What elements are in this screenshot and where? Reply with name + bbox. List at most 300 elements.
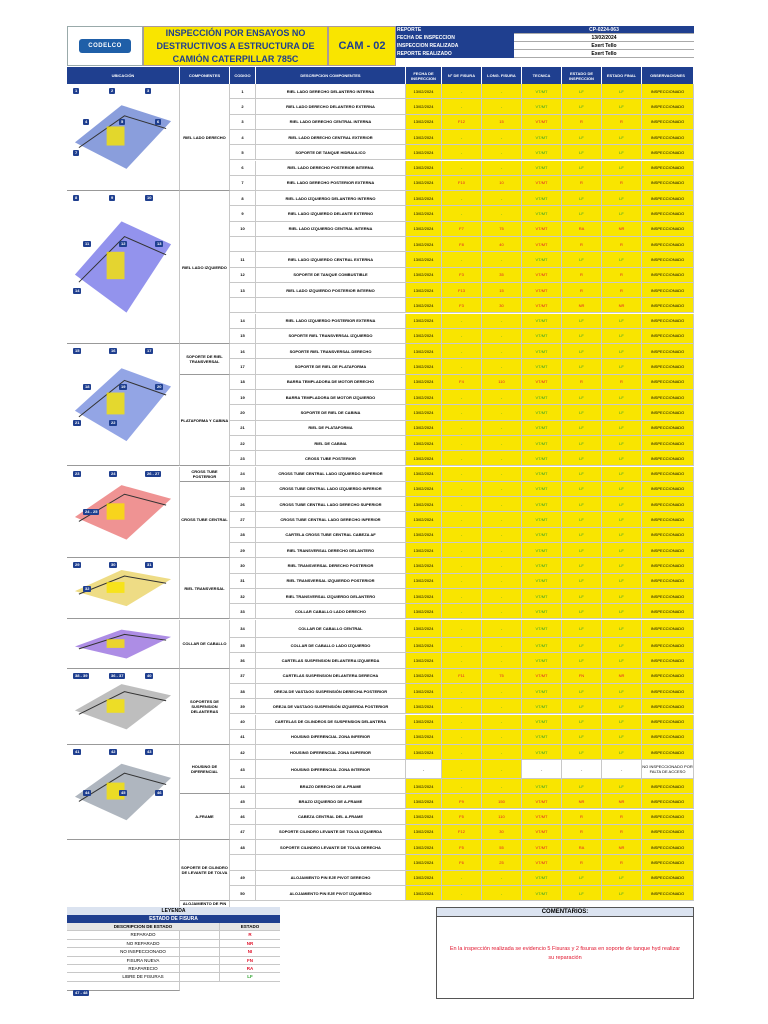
observation-cell: INSPECCIONADO <box>642 482 694 497</box>
description-cell: SOPORTE RIEL TRANSVERSAL IZQUIERDO <box>256 329 406 344</box>
observation-cell: INSPECCIONADO <box>642 130 694 145</box>
crack-number-cell: - <box>442 638 482 653</box>
observation-cell: INSPECCIONADO <box>642 745 694 760</box>
date-cell: 13/02/2024 <box>406 237 442 252</box>
final-state-cell: LF <box>602 699 642 714</box>
report-meta <box>396 26 694 66</box>
description-cell: SOPORTE DE TANQUE COMBUSTIBLE <box>256 268 406 283</box>
observation-cell: INSPECCIONADO <box>642 268 694 283</box>
inspection-state-cell: LF <box>562 497 602 512</box>
description-cell: CARTELA CROSS TUBE CENTRAL CABEZA AF <box>256 528 406 543</box>
location-diagram <box>67 669 180 746</box>
location-tag: 11 <box>85 241 90 247</box>
legend-description: REPARADO <box>67 931 220 938</box>
crack-length-cell: 40 <box>482 237 522 252</box>
observation-cell: NO INSPECCIONADO POR FALTA DE ACCESO <box>642 760 694 779</box>
final-state-cell: LF <box>602 779 642 794</box>
component-group: RIEL LADO IZQUIERDO <box>180 191 230 344</box>
component-group: HOUSING DE DIFERENCIAL <box>180 745 230 794</box>
inspection-state-cell: R <box>562 810 602 825</box>
component-group: RIEL LADO DERECHO <box>180 84 230 191</box>
date-cell: 13/02/2024 <box>406 84 442 99</box>
inspection-state-cell: LF <box>562 730 602 745</box>
description-cell: COLLAR CABALLO LADO DERECHO <box>256 604 406 619</box>
crack-length-cell: - <box>482 543 522 558</box>
crack-number-cell: F3 <box>442 268 482 283</box>
legend-state: FN <box>247 957 253 963</box>
date-cell: 13/02/2024 <box>406 298 442 313</box>
location-tag: 26 - 27 <box>147 470 160 476</box>
description-cell: RIEL LADO IZQUIERDO POSTERIOR INTERNO <box>256 283 406 298</box>
location-tag: 19 <box>121 384 126 390</box>
date-cell: 13/02/2024 <box>406 252 442 267</box>
code-cell: 46 <box>230 810 256 825</box>
technique-cell: VT/MT <box>522 810 562 825</box>
code-cell: 5 <box>230 145 256 160</box>
technique-cell: VT/MT <box>522 620 562 639</box>
final-state-cell: LF <box>602 329 642 344</box>
code-cell: 34 <box>230 620 256 639</box>
crack-number-cell: - <box>442 779 482 794</box>
crack-number-cell: - <box>442 467 482 482</box>
crack-length-cell: 35 <box>482 268 522 283</box>
crack-number-cell: - <box>442 359 482 374</box>
final-state-cell: LF <box>602 314 642 329</box>
col-fecha-header: FECHA DE INSPECCION <box>406 67 442 84</box>
date-cell: 13/02/2024 <box>406 206 442 221</box>
inspection-state-cell: LF <box>562 604 602 619</box>
technique-cell: - <box>522 760 562 779</box>
date-cell: 13/02/2024 <box>406 794 442 809</box>
crack-number-cell: - <box>442 436 482 451</box>
inspection-state-cell: LF <box>562 699 602 714</box>
technique-cell: VT/MT <box>522 558 562 573</box>
crack-length-cell: - <box>482 436 522 451</box>
location-tag: 8 <box>75 195 78 201</box>
crack-number-cell: - <box>442 191 482 206</box>
description-cell: RIEL LADO DERECHO DELANTERO EXTERNA <box>256 99 406 114</box>
final-state-cell: LF <box>602 620 642 639</box>
code-cell: 37 <box>230 669 256 684</box>
location-tag: 3 <box>147 88 150 93</box>
component-group: ALOJAMIENTO DE PIN <box>180 901 230 912</box>
legend-head-row: DESCRIPCION DE ESTADO ESTADO <box>67 923 280 931</box>
location-tag: 42 <box>111 749 116 755</box>
crack-number-cell: - <box>442 528 482 543</box>
date-cell: 13/02/2024 <box>406 359 442 374</box>
col-estado-final-header: ESTADO FINAL <box>602 67 642 84</box>
legend-row <box>67 931 280 939</box>
observation-cell: INSPECCIONADO <box>642 359 694 374</box>
date-cell: 13/02/2024 <box>406 543 442 558</box>
observation-cell: INSPECCIONADO <box>642 84 694 99</box>
technique-cell: VT/MT <box>522 314 562 329</box>
component-group: A-FRAME <box>180 794 230 840</box>
final-state-cell: R <box>602 237 642 252</box>
description-cell: ALOJAMIENTO PIN EJE PIVOT IZQUIERDO <box>256 886 406 901</box>
legend-row <box>67 948 280 956</box>
description-cell: CROSS TUBE CENTRAL LADO DERECHO SUPERIOR <box>256 497 406 512</box>
technique-cell: VT/MT <box>522 745 562 760</box>
crack-length-cell: - <box>482 699 522 714</box>
legend-state: LF <box>247 974 253 980</box>
crack-length-cell: - <box>482 730 522 745</box>
description-cell: RIEL TRANSVERSAL IZQUIERDO POSTERIOR <box>256 574 406 589</box>
location-tag: 40 <box>147 672 152 678</box>
final-state-cell: LF <box>602 482 642 497</box>
crack-number-cell: - <box>442 84 482 99</box>
crack-number-cell: - <box>442 558 482 573</box>
col-estado-inspeccion-header: ESTADO DE INSPECCION <box>562 67 602 84</box>
legend-state: R <box>248 932 252 938</box>
crack-length-cell: - <box>482 745 522 760</box>
technique-cell: VT/MT <box>522 886 562 901</box>
technique-cell: VT/MT <box>522 871 562 886</box>
technique-cell: VT/MT <box>522 467 562 482</box>
code-cell: 28 <box>230 528 256 543</box>
inspection-state-cell: LF <box>562 543 602 558</box>
date-cell: 13/02/2024 <box>406 684 442 699</box>
description-cell: RIEL TRANSVERSAL IZQUIERDO DELANTERO <box>256 589 406 604</box>
observation-cell: INSPECCIONADO <box>642 574 694 589</box>
description-cell: CARTELAS DE CILINDROS DE SUSPENSION DELANTERA <box>256 715 406 730</box>
inspection-state-cell: FN <box>562 669 602 684</box>
observation-cell: INSPECCIONADO <box>642 810 694 825</box>
code-cell: 2 <box>230 99 256 114</box>
location-diagram <box>67 558 180 619</box>
location-tag: 7 <box>75 150 78 156</box>
location-tag: 41 <box>75 749 80 755</box>
observation-cell: INSPECCIONADO <box>642 558 694 573</box>
location-diagram <box>67 467 180 559</box>
comments-title: COMENTARIOS: <box>437 908 693 917</box>
date-cell: 13/02/2024 <box>406 620 442 639</box>
component-group: SOPORTES DE SUSPENSION DELANTERAS <box>180 669 230 746</box>
crack-number-cell: - <box>442 886 482 901</box>
observation-cell: INSPECCIONADO <box>642 684 694 699</box>
crack-number-cell: - <box>442 871 482 886</box>
code-cell: 21 <box>230 421 256 436</box>
code-cell: 17 <box>230 359 256 374</box>
inspection-state-cell: R <box>562 283 602 298</box>
code-cell: 8 <box>230 191 256 206</box>
observation-cell: INSPECCIONADO <box>642 176 694 191</box>
technique-cell: VT/MT <box>522 604 562 619</box>
inspection-state-cell: LF <box>562 467 602 482</box>
inspection-state-cell: LF <box>562 206 602 221</box>
crack-length-cell: - <box>482 653 522 668</box>
location-tag: 22 <box>111 420 116 426</box>
code-cell: 43 <box>230 760 256 779</box>
technique-cell: VT/MT <box>522 451 562 466</box>
location-diagram <box>67 745 180 840</box>
code-cell: 6 <box>230 161 256 176</box>
crack-number-cell: - <box>442 730 482 745</box>
inspection-state-cell: LF <box>562 161 602 176</box>
code-cell: 13 <box>230 283 256 298</box>
location-tag: 20 <box>157 384 162 390</box>
observation-cell: INSPECCIONADO <box>642 451 694 466</box>
observation-cell: INSPECCIONADO <box>642 298 694 313</box>
date-cell: 13/02/2024 <box>406 390 442 405</box>
inspection-state-cell: LF <box>562 390 602 405</box>
description-cell: ALOJAMIENTO PIN EJE PIVOT DERECHO <box>256 871 406 886</box>
comments-text: En la inspección realizada se evidencio 5 Fisuras y 2 fisuras en soporte de tanque hyd realizar su reparación <box>449 946 681 961</box>
location-tag: 24 - 25 <box>85 509 98 515</box>
final-state-cell: LF <box>602 99 642 114</box>
observation-cell: INSPECCIONADO <box>642 283 694 298</box>
component-group: CROSS TUBE CENTRAL <box>180 482 230 559</box>
observation-cell: INSPECCIONADO <box>642 669 694 684</box>
final-state-cell: NR <box>602 840 642 855</box>
location-tag: 14 <box>75 287 80 293</box>
technique-cell: VT/MT <box>522 543 562 558</box>
observation-cell: INSPECCIONADO <box>642 528 694 543</box>
description-cell: BARRA TEMPLADORA DE MOTOR DERECHO <box>256 375 406 390</box>
observation-cell: INSPECCIONADO <box>642 375 694 390</box>
date-cell: 13/02/2024 <box>406 653 442 668</box>
inspection-state-cell: LF <box>562 684 602 699</box>
crack-number-cell: - <box>442 145 482 160</box>
final-state-cell: LF <box>602 145 642 160</box>
technique-cell: VT/MT <box>522 84 562 99</box>
crack-length-cell: - <box>482 638 522 653</box>
final-state-cell: LF <box>602 638 642 653</box>
technique-cell: VT/MT <box>522 855 562 870</box>
meta-inspector: INSPECCION REALIZADA Exert Tello <box>396 42 694 50</box>
technique-cell: VT/MT <box>522 653 562 668</box>
observation-cell: INSPECCIONADO <box>642 512 694 527</box>
inspection-state-cell: LF <box>562 421 602 436</box>
crack-length-cell: - <box>482 421 522 436</box>
legend-state: NR <box>246 940 254 946</box>
location-tag: 36 - 37 <box>111 672 124 678</box>
inspection-state-cell: LF <box>562 886 602 901</box>
location-tag: 30 <box>111 562 116 568</box>
description-cell: HOUSING DIFERENCIAL ZONA INFERIOR <box>256 730 406 745</box>
crack-length-cell: - <box>482 252 522 267</box>
date-cell: 13/02/2024 <box>406 375 442 390</box>
code-cell: 47 <box>230 825 256 840</box>
date-cell: 13/02/2024 <box>406 745 442 760</box>
inspection-state-cell: LF <box>562 436 602 451</box>
observation-cell: INSPECCIONADO <box>642 206 694 221</box>
col-tecnica-header: TECNICA <box>522 67 562 84</box>
crack-length-cell: - <box>482 405 522 420</box>
location-tag: 38 - 39 <box>75 672 88 678</box>
final-state-cell: R <box>602 825 642 840</box>
date-cell: 13/02/2024 <box>406 669 442 684</box>
technique-cell: VT/MT <box>522 589 562 604</box>
technique-cell: VT/MT <box>522 421 562 436</box>
code-cell: 30 <box>230 558 256 573</box>
date-cell: 13/02/2024 <box>406 344 442 359</box>
code-cell: 33 <box>230 604 256 619</box>
crack-number-cell: - <box>442 604 482 619</box>
crack-length-cell: 110 <box>482 375 522 390</box>
equipment-code: CAM - 02 <box>328 26 396 66</box>
location-tag: 17 <box>147 348 152 354</box>
date-cell: 13/02/2024 <box>406 574 442 589</box>
technique-cell: VT/MT <box>522 161 562 176</box>
description-cell: CARTELAS SUSPENSION DELANTERA IZQUIERDA <box>256 653 406 668</box>
crack-length-cell: - <box>482 512 522 527</box>
crack-number-cell: - <box>442 760 482 779</box>
crack-length-cell: - <box>482 344 522 359</box>
inspection-state-cell: LF <box>562 451 602 466</box>
final-state-cell: LF <box>602 451 642 466</box>
crack-length-cell: - <box>482 482 522 497</box>
description-cell: CROSS TUBE CENTRAL LADO IZQUIERDO SUPERIOR <box>256 467 406 482</box>
final-state-cell: LF <box>602 359 642 374</box>
location-tag: 23 <box>75 470 80 476</box>
location-tag: 4 <box>85 119 88 125</box>
technique-cell: VT/MT <box>522 222 562 237</box>
code-cell: 39 <box>230 699 256 714</box>
final-state-cell: LF <box>602 421 642 436</box>
final-state-cell: LF <box>602 467 642 482</box>
date-cell: 13/02/2024 <box>406 176 442 191</box>
crack-number-cell: F3 <box>442 298 482 313</box>
inspection-state-cell: R <box>562 825 602 840</box>
location-diagram <box>67 344 180 466</box>
observation-cell: INSPECCIONADO <box>642 653 694 668</box>
observation-cell: INSPECCIONADO <box>642 421 694 436</box>
code-cell: 44 <box>230 779 256 794</box>
highlight-zone <box>107 699 125 713</box>
crack-number-cell: - <box>442 329 482 344</box>
crack-length-cell: - <box>482 451 522 466</box>
frame-illustration <box>67 669 179 745</box>
location-tag: 43 <box>147 749 152 755</box>
code-cell: 49 <box>230 871 256 886</box>
description-cell: SOPORTE RIEL TRANSVERSAL DERECHO <box>256 344 406 359</box>
crack-length-cell: - <box>482 871 522 886</box>
code-cell: 4 <box>230 130 256 145</box>
technique-cell: VT/MT <box>522 794 562 809</box>
code-cell: 40 <box>230 715 256 730</box>
date-cell: 13/02/2024 <box>406 222 442 237</box>
final-state-cell: LF <box>602 191 642 206</box>
crack-number-cell: F8 <box>442 237 482 252</box>
date-cell: 13/02/2024 <box>406 314 442 329</box>
crack-length-cell: - <box>482 779 522 794</box>
observation-cell: INSPECCIONADO <box>642 779 694 794</box>
crack-length-cell: 55 <box>482 840 522 855</box>
date-cell: 13/02/2024 <box>406 283 442 298</box>
location-tag: 46 <box>157 789 162 795</box>
description-cell: RIEL LADO DERECHO POSTERIOR INTERNA <box>256 161 406 176</box>
technique-cell: VT/MT <box>522 825 562 840</box>
date-cell: 13/02/2024 <box>406 528 442 543</box>
code-cell <box>230 855 256 870</box>
technique-cell: VT/MT <box>522 405 562 420</box>
crack-length-cell: 30 <box>482 825 522 840</box>
location-tag: 10 <box>147 195 152 201</box>
observation-cell: INSPECCIONADO <box>642 855 694 870</box>
inspection-state-cell: LF <box>562 482 602 497</box>
code-cell: 10 <box>230 222 256 237</box>
comments-box <box>436 907 694 999</box>
crack-length-cell: 10 <box>482 176 522 191</box>
crack-number-cell: F11 <box>442 669 482 684</box>
crack-length-cell: - <box>482 886 522 901</box>
code-cell: 42 <box>230 745 256 760</box>
code-cell: 12 <box>230 268 256 283</box>
description-cell: OREJA DE VASTAGO SUSPENSIÓN IZQUIERDA POSTERIOR <box>256 699 406 714</box>
crack-number-cell: F5 <box>442 840 482 855</box>
col-longfisura-header: LONG. FISURA <box>482 67 522 84</box>
description-cell: RIEL DE PLATAFORMA <box>256 421 406 436</box>
date-cell: 13/02/2024 <box>406 497 442 512</box>
description-cell: BARRA TEMPLADORA DE MOTOR IZQUIERDO <box>256 390 406 405</box>
code-cell: 48 <box>230 840 256 855</box>
inspection-state-cell: LF <box>562 512 602 527</box>
crack-length-cell: - <box>482 467 522 482</box>
crack-length-cell: - <box>482 390 522 405</box>
technique-cell: VT/MT <box>522 375 562 390</box>
crack-length-cell: - <box>482 206 522 221</box>
date-cell: 13/02/2024 <box>406 886 442 901</box>
observation-cell: INSPECCIONADO <box>642 589 694 604</box>
location-tag: 21 <box>75 420 80 426</box>
code-cell: 32 <box>230 589 256 604</box>
code-cell: 31 <box>230 574 256 589</box>
location-tag: 1 <box>75 88 78 93</box>
crack-number-cell: - <box>442 161 482 176</box>
final-state-cell: LF <box>602 558 642 573</box>
code-cell: 19 <box>230 390 256 405</box>
date-cell: 13/02/2024 <box>406 99 442 114</box>
date-cell: 13/02/2024 <box>406 558 442 573</box>
inspection-state-cell: LF <box>562 191 602 206</box>
crack-number-cell: F7 <box>442 222 482 237</box>
technique-cell: VT/MT <box>522 528 562 543</box>
technique-cell: VT/MT <box>522 115 562 130</box>
date-cell: 13/02/2024 <box>406 638 442 653</box>
observation-cell: INSPECCIONADO <box>642 620 694 639</box>
col-ubicacion-header: UBICACIÓN <box>67 67 180 84</box>
date-cell: - <box>406 760 442 779</box>
crack-number-cell: - <box>442 451 482 466</box>
observation-cell: INSPECCIONADO <box>642 825 694 840</box>
crack-length-cell: 25 <box>482 855 522 870</box>
technique-cell: VT/MT <box>522 390 562 405</box>
code-cell: 26 <box>230 497 256 512</box>
description-cell: RIEL TRANSVERSAL DERECHO DELANTERO <box>256 543 406 558</box>
inspection-state-cell: R <box>562 268 602 283</box>
technique-cell: VT/MT <box>522 512 562 527</box>
location-tag: 47 - 48 <box>75 990 88 996</box>
col-descripcion-header: DESCRIPCION COMPONENTES <box>256 67 406 84</box>
inspection-state-cell: LF <box>562 99 602 114</box>
crack-length-cell: - <box>482 359 522 374</box>
legend-description: NO REPARADO <box>67 940 220 947</box>
legend-state: RA <box>246 965 254 971</box>
final-state-cell: LF <box>602 344 642 359</box>
inspection-state-cell: LF <box>562 871 602 886</box>
code-cell: 20 <box>230 405 256 420</box>
crack-number-cell: F13 <box>442 283 482 298</box>
description-cell: HOUSING DIFERENCIAL ZONA INTERIOR <box>256 760 406 779</box>
final-state-cell: LF <box>602 528 642 543</box>
code-cell: 15 <box>230 329 256 344</box>
technique-cell: VT/MT <box>522 99 562 114</box>
location-tag: 45 <box>121 789 126 795</box>
code-cell: 25 <box>230 482 256 497</box>
crack-number-cell: F4 <box>442 375 482 390</box>
observation-cell: INSPECCIONADO <box>642 329 694 344</box>
